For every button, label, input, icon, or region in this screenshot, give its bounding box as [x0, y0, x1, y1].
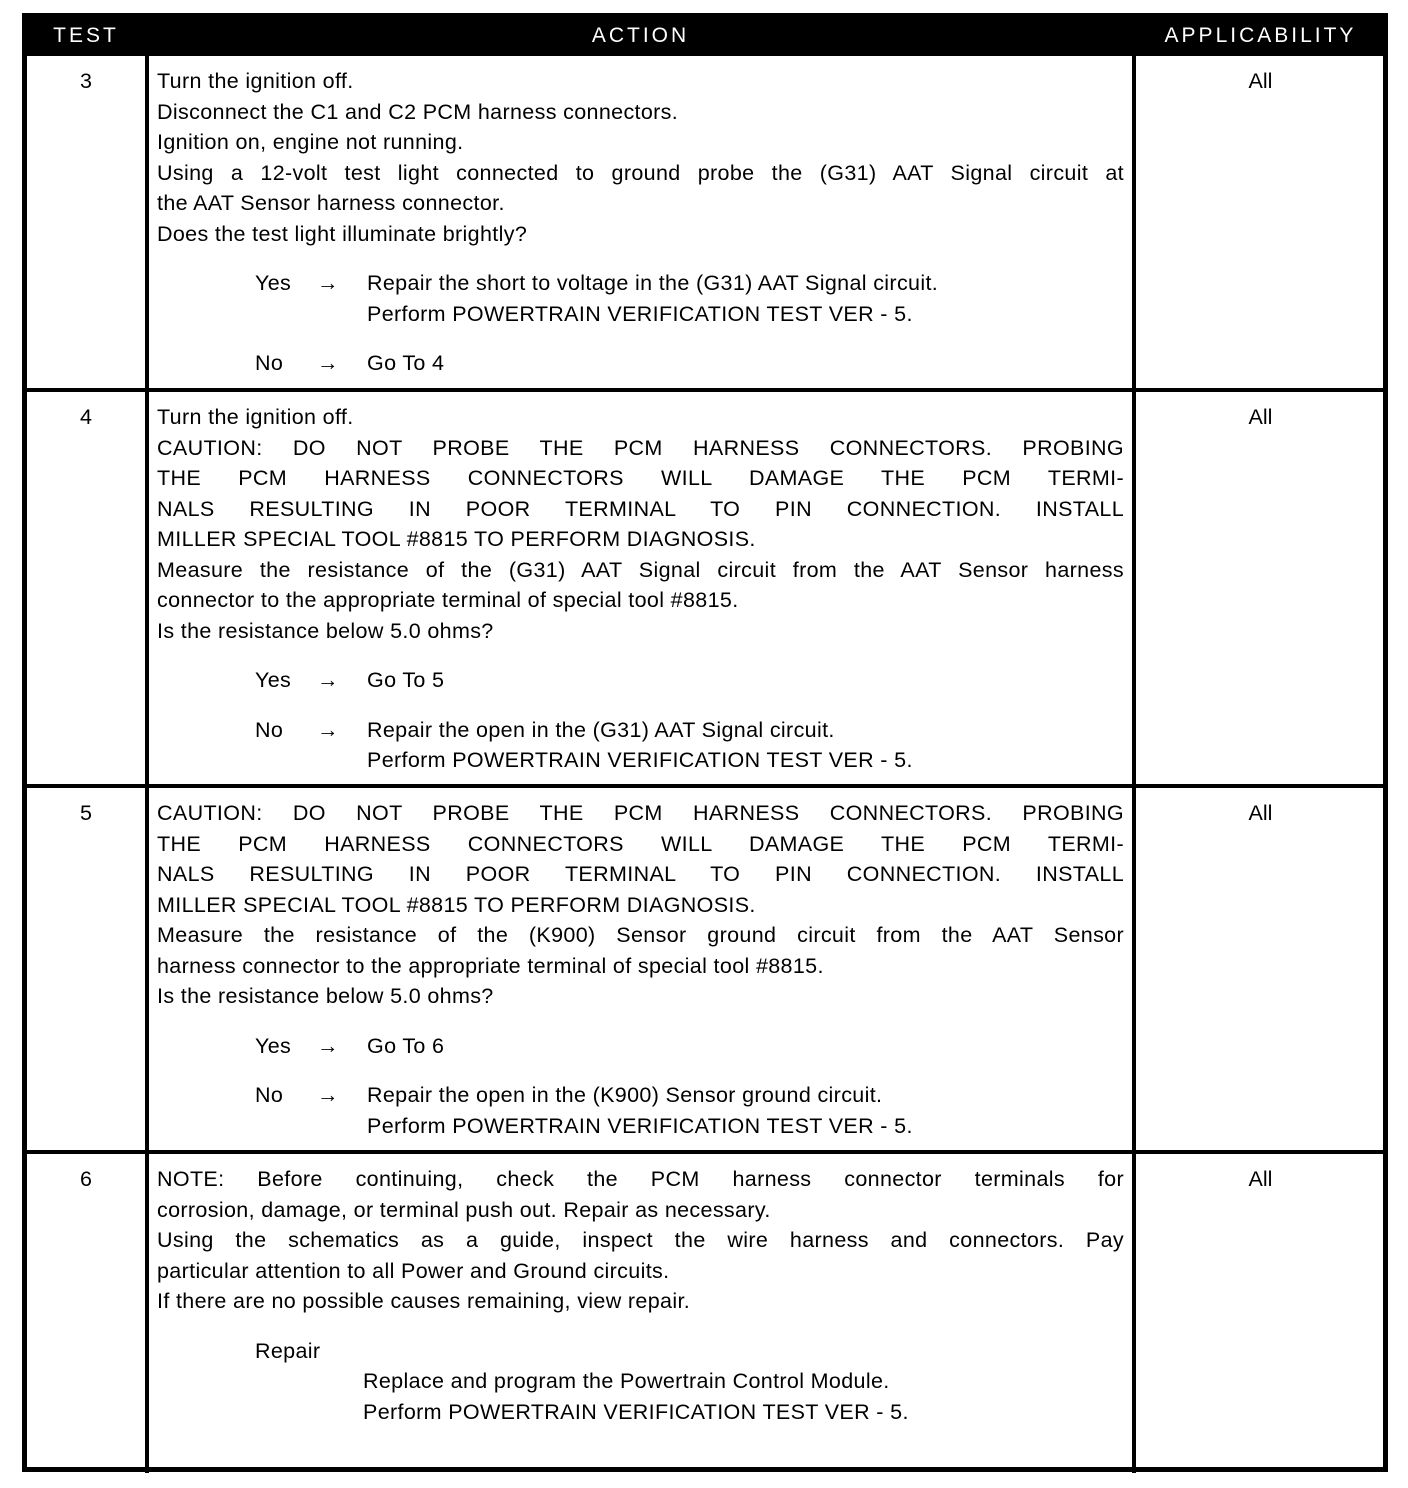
- action-line: NALS RESULTING IN POOR TERMINAL TO PIN CONNECTION. INSTALL: [157, 862, 1124, 886]
- no-answer: [157, 715, 1124, 776]
- test-number: 5: [27, 788, 145, 1154]
- test-number: 6: [80, 1167, 92, 1191]
- no-result: [367, 1080, 1124, 1141]
- repair-label: Repair: [255, 1338, 321, 1363]
- action-line: NOTE: Before continuing, check the PCM harness connector terminals for: [157, 1167, 1124, 1191]
- arrow-icon: →: [317, 351, 339, 375]
- yes-result-line: Perform POWERTRAIN VERIFICATION TEST VER - 5.: [367, 301, 913, 326]
- action-line: the AAT Sensor harness connector.: [157, 191, 505, 215]
- repair-instructions: [255, 1366, 1124, 1427]
- yes-result: [367, 1031, 1124, 1062]
- action-line: Is the resistance below 5.0 ohms?: [157, 618, 494, 643]
- no-label: No: [255, 717, 284, 742]
- arrow-icon: →: [317, 271, 339, 295]
- yes-label: Yes: [255, 668, 292, 692]
- no-result: [367, 348, 1124, 379]
- action-line: CAUTION: DO NOT PROBE THE PCM HARNESS CONNECTORS. PROBING: [157, 435, 1124, 460]
- applicability-value: All: [1136, 56, 1385, 392]
- header-test: TEST: [27, 18, 145, 56]
- action-line: Is the resistance below 5.0 ohms?: [157, 984, 494, 1008]
- yes-result: [367, 268, 1124, 329]
- action-cell-test-5: [149, 788, 1132, 1154]
- yes-result-line: Go To 6: [367, 1033, 445, 1058]
- test-number: 3: [27, 56, 145, 392]
- action-line: Disconnect the C1 and C2 PCM harness connectors.: [157, 99, 679, 124]
- repair-line: Perform POWERTRAIN VERIFICATION TEST VER - 5.: [363, 1399, 909, 1424]
- action-cell-test-3: [149, 56, 1132, 392]
- no-answer: [157, 348, 1124, 379]
- yes-label: Yes: [255, 1033, 292, 1058]
- no-result: [367, 715, 1124, 776]
- action-line: Using the schematics as a guide, inspect the wire harness and connectors. Pay: [157, 1228, 1124, 1252]
- action-cell-test-4: [149, 392, 1132, 788]
- repair-line: Replace and program the Powertrain Control Module.: [363, 1369, 890, 1393]
- action-line: Turn the ignition off.: [157, 69, 354, 93]
- action-line: Does the test light illuminate brightly?: [157, 221, 528, 246]
- arrow-icon: →: [317, 668, 339, 692]
- no-answer: [157, 1080, 1124, 1141]
- no-label: No: [255, 1083, 284, 1107]
- header-applicability: APPLICABILITY: [1136, 18, 1385, 56]
- diagnostic-table: [22, 13, 1388, 1472]
- yes-answer: [157, 268, 1124, 329]
- repair-block: [157, 1336, 1124, 1428]
- header-action: ACTION: [149, 18, 1132, 56]
- action-line: Measure the resistance of the (K900) Sensor ground circuit from the AAT Sensor: [157, 923, 1124, 947]
- action-line: Measure the resistance of the (G31) AAT Signal circuit from the AAT Sensor harness: [157, 557, 1124, 582]
- action-line: MILLER SPECIAL TOOL #8815 TO PERFORM DIAGNOSIS.: [157, 892, 756, 917]
- action-line: particular attention to all Power and Ground circuits.: [157, 1258, 670, 1283]
- yes-label: Yes: [255, 271, 292, 295]
- no-label: No: [255, 351, 284, 375]
- no-result-line: Repair the open in the (G31) AAT Signal circuit.: [367, 717, 835, 742]
- arrow-icon: →: [317, 1083, 339, 1107]
- yes-answer: [157, 1031, 1124, 1062]
- action-line: connector to the appropriate terminal of special tool #8815.: [157, 588, 739, 612]
- no-result-line: Perform POWERTRAIN VERIFICATION TEST VER - 5.: [367, 748, 913, 772]
- action-line: If there are no possible causes remaining, view repair.: [157, 1289, 691, 1313]
- action-line: Using a 12-volt test light connected to ground probe the (G31) AAT Signal circuit at: [157, 160, 1124, 185]
- action-line: NALS RESULTING IN POOR TERMINAL TO PIN CONNECTION. INSTALL: [157, 496, 1124, 521]
- yes-answer: [157, 665, 1124, 696]
- applicability-value: All: [1136, 392, 1385, 788]
- yes-result-line: Repair the short to voltage in the (G31) AAT Signal circuit.: [367, 271, 939, 295]
- yes-result: [367, 665, 1124, 696]
- yes-result-line: Go To 5: [367, 668, 445, 692]
- action-line: THE PCM HARNESS CONNECTORS WILL DAMAGE THE PCM TERMI-: [157, 831, 1124, 856]
- no-result-line: Perform POWERTRAIN VERIFICATION TEST VER - 5.: [367, 1113, 913, 1138]
- test-number: 4: [27, 392, 145, 788]
- action-line: corrosion, damage, or terminal push out. Repair as necessary.: [157, 1197, 771, 1222]
- action-line: Ignition on, engine not running.: [157, 130, 464, 154]
- action-cell-test-6: [149, 1154, 1132, 1473]
- action-line: harness connector to the appropriate terminal of special tool #8815.: [157, 953, 824, 978]
- no-result-line: Go To 4: [367, 351, 445, 375]
- no-result-line: Repair the open in the (K900) Sensor ground circuit.: [367, 1083, 883, 1107]
- applicability-value: All: [1248, 1167, 1273, 1191]
- action-line: THE PCM HARNESS CONNECTORS WILL DAMAGE THE PCM TERMI-: [157, 466, 1124, 490]
- action-line: CAUTION: DO NOT PROBE THE PCM HARNESS CONNECTORS. PROBING: [157, 801, 1124, 825]
- arrow-icon: →: [317, 717, 339, 742]
- arrow-icon: →: [317, 1033, 339, 1058]
- action-line: MILLER SPECIAL TOOL #8815 TO PERFORM DIAGNOSIS.: [157, 527, 756, 551]
- action-line: Turn the ignition off.: [157, 405, 354, 429]
- applicability-value: All: [1136, 788, 1385, 1154]
